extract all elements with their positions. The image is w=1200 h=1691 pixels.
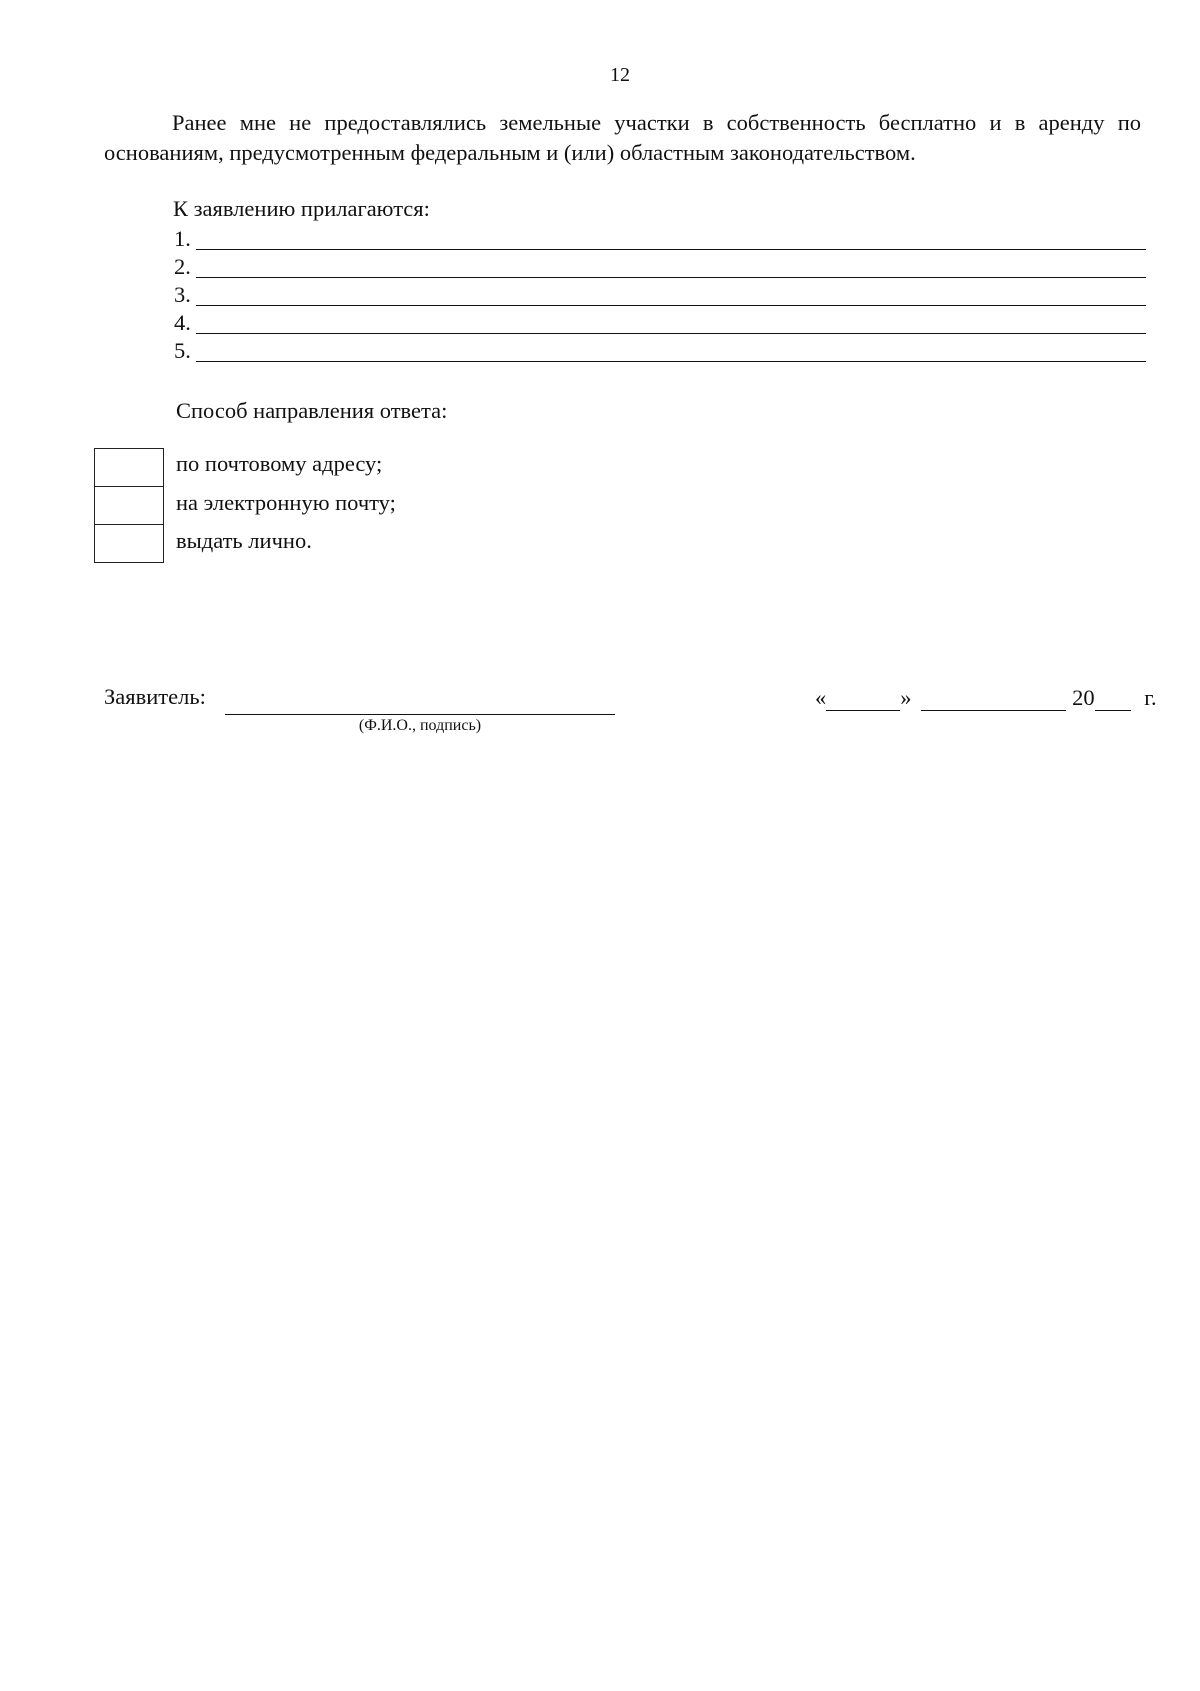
attachment-number: 1. [174, 226, 191, 251]
applicant-signature-line[interactable] [225, 714, 615, 715]
response-method-heading: Способ направления ответа: [176, 398, 448, 423]
attachment-number: 4. [174, 310, 191, 335]
open-quote: « [815, 685, 827, 710]
attachments-heading: К заявлению прилагаются: [173, 196, 430, 221]
checkbox-in-person[interactable] [94, 524, 164, 563]
attachment-number: 5. [174, 338, 191, 363]
checkbox-postal[interactable] [94, 448, 164, 487]
attachment-input-line[interactable] [196, 333, 1146, 334]
option-label-in-person: выдать лично. [176, 528, 312, 553]
checkbox-email[interactable] [94, 486, 164, 525]
option-label-email: на электронную почту; [176, 490, 396, 515]
attachment-input-line[interactable] [196, 277, 1146, 278]
attachment-item-5 [174, 338, 1146, 366]
attachment-item-2 [174, 254, 1146, 282]
statement-paragraph: Ранее мне не предоставлялись земельные участки в собственность бесплатно и в аренду по основаниям, предусмотренным федеральным и (или) областным законодательством. [104, 110, 1141, 165]
attachment-input-line[interactable] [196, 305, 1146, 306]
attachment-number: 3. [174, 282, 191, 307]
year-prefix: 20 [1072, 685, 1095, 710]
attachment-item-4 [174, 310, 1146, 338]
year-blank[interactable] [1095, 684, 1131, 711]
attachment-input-line[interactable] [196, 249, 1146, 250]
month-blank[interactable] [921, 684, 1066, 711]
signature-caption: (Ф.И.О., подпись) [358, 717, 482, 734]
date-field [815, 684, 1157, 711]
day-blank[interactable] [826, 684, 900, 711]
year-suffix: г. [1144, 685, 1157, 710]
close-quote: » [900, 685, 912, 710]
option-label-postal: по почтовому адресу; [176, 451, 383, 476]
page-number: 12 [610, 64, 630, 86]
attachment-number: 2. [174, 254, 191, 279]
applicant-label: Заявитель: [104, 684, 206, 709]
attachment-input-line[interactable] [196, 361, 1146, 362]
attachment-item-3 [174, 282, 1146, 310]
attachment-item-1 [174, 226, 1146, 254]
